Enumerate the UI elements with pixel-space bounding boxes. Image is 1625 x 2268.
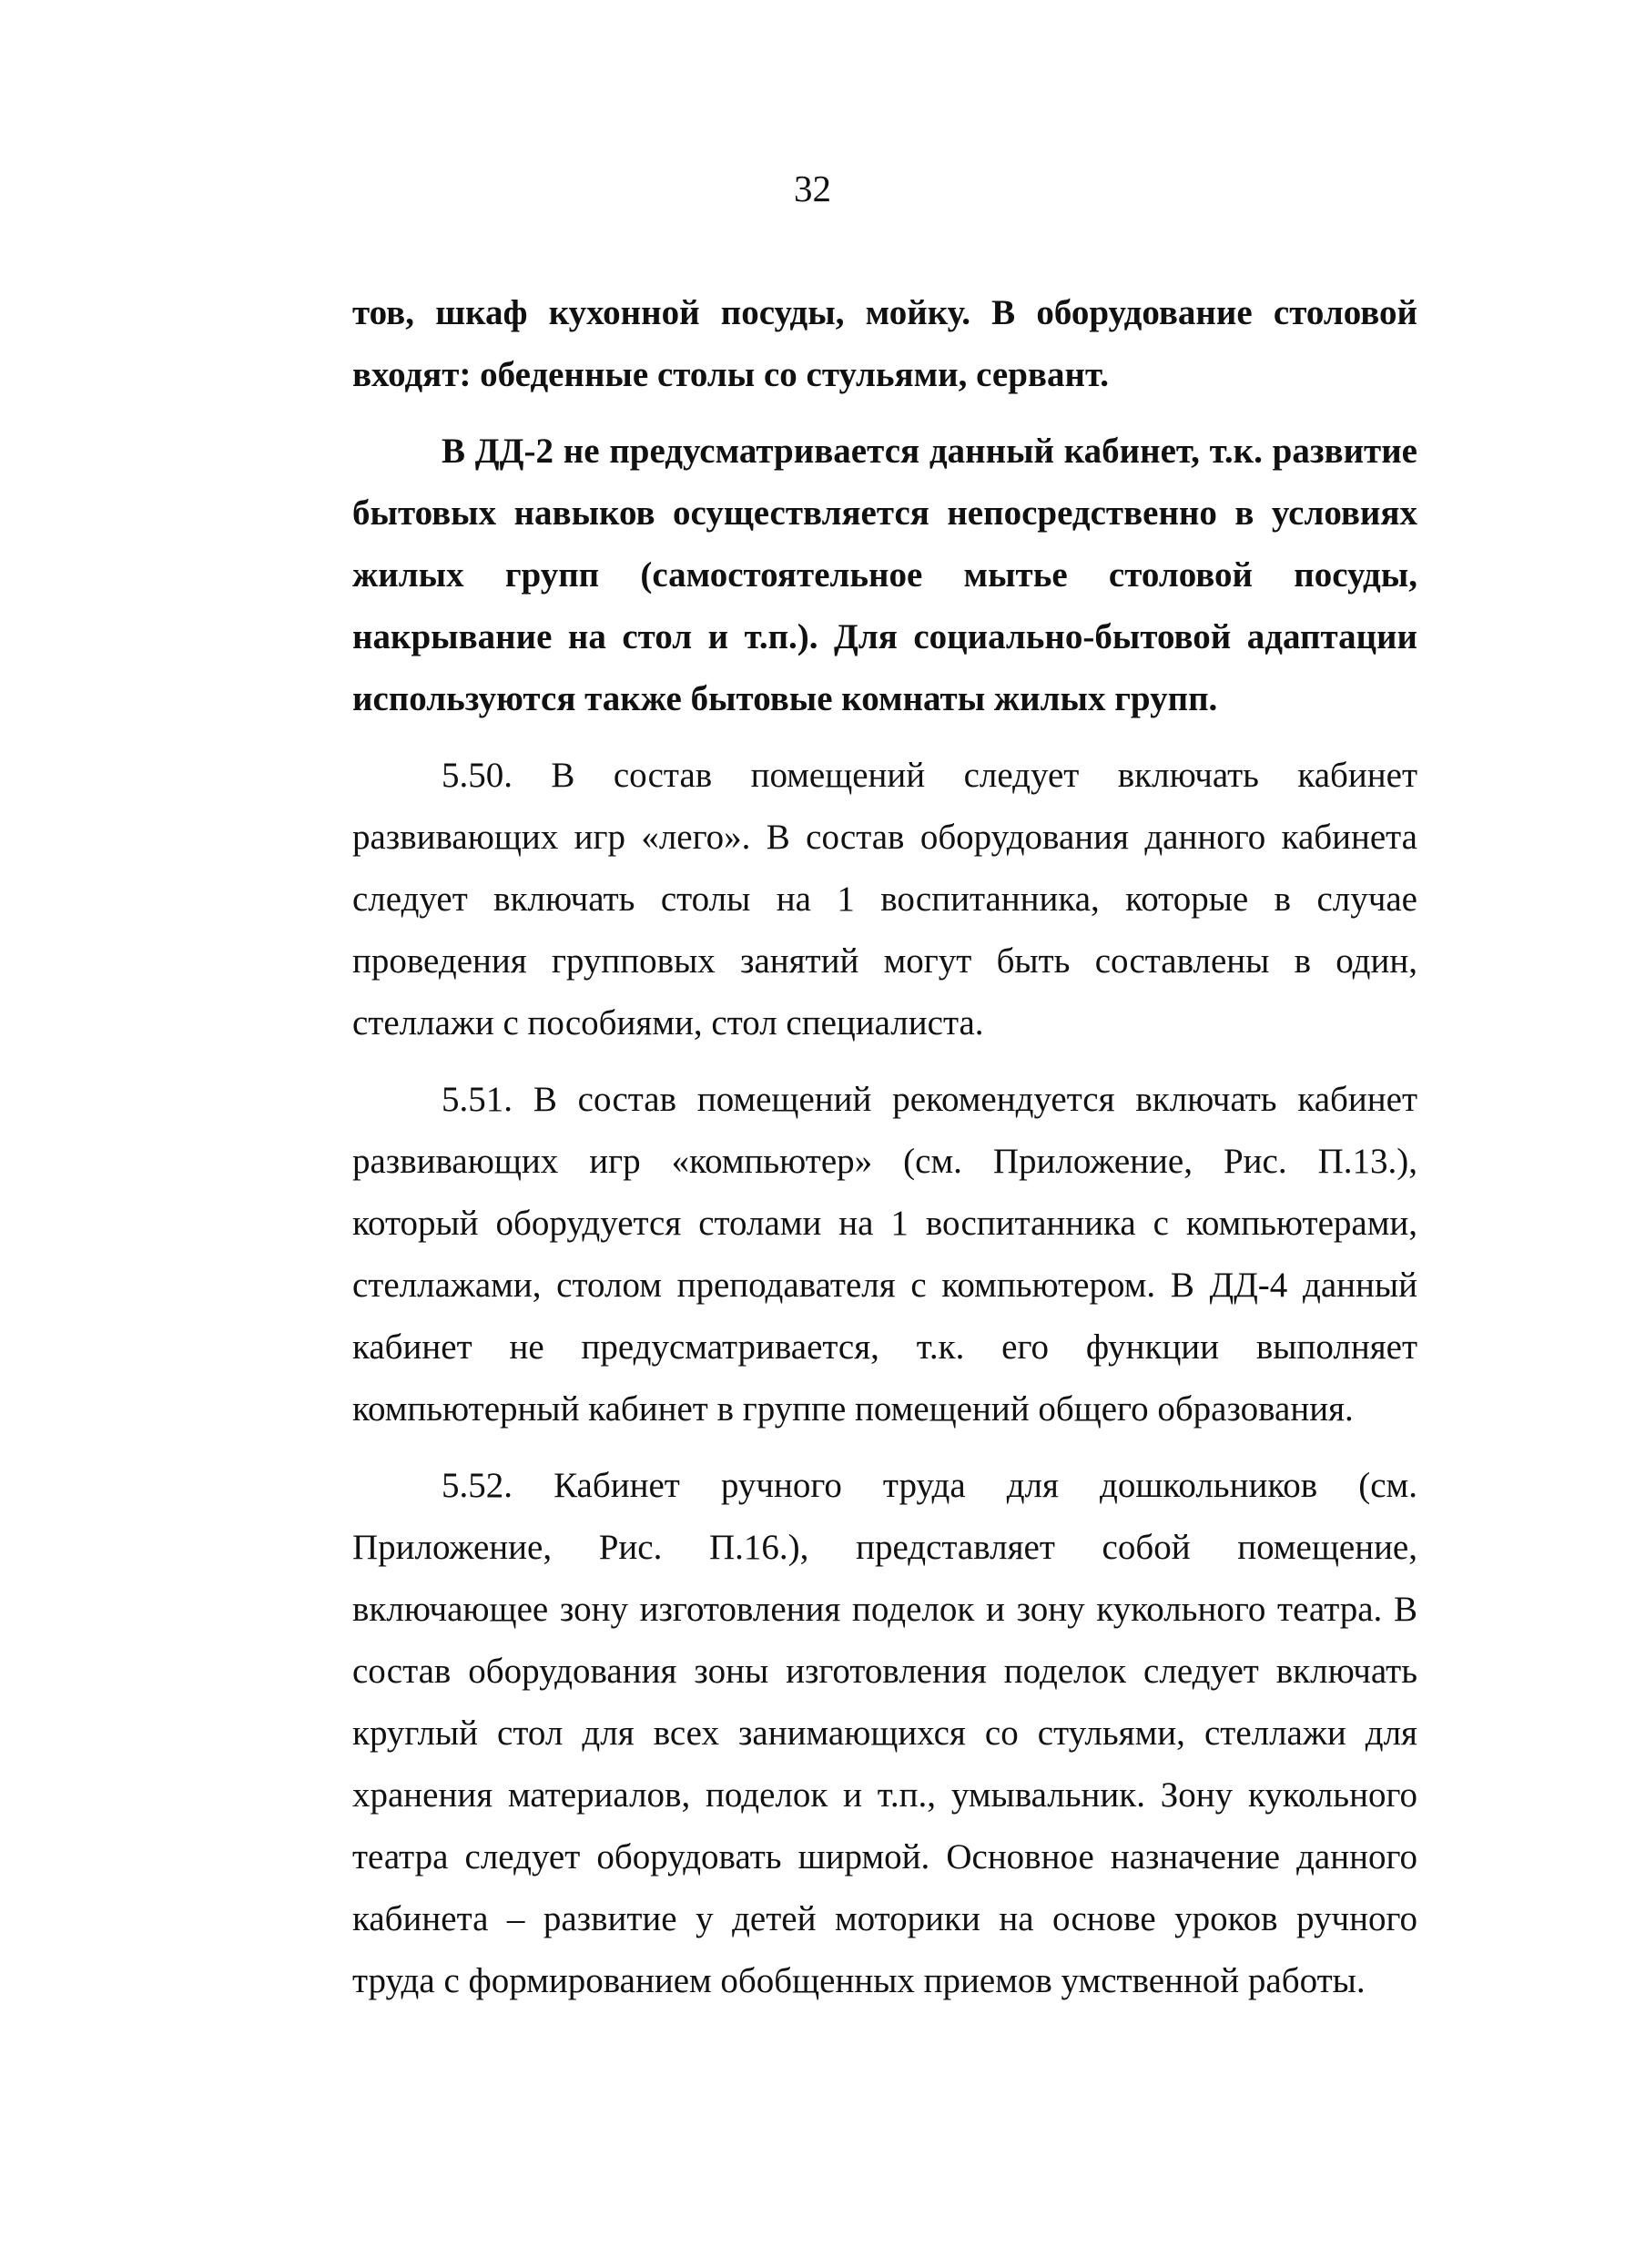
paragraph-continuation: тов, шкаф кухонной посуды, мойку. В оборудование столовой входят: обеденные столы со стульями, сервант.: [352, 293, 1417, 394]
page-number: 32: [794, 168, 831, 209]
paragraph-5-50: 5.50. В состав помещений следует включать кабинет развивающих игр «лего». В состав оборудования данного кабинета следует включать столы на 1 воспитанника, которые в случае проведения групповых занятий могут быть составлены в один, стеллажи с пособиями, стол специалиста.: [352, 756, 1417, 1042]
body-text: [352, 282, 1417, 2012]
paragraph-5-52: 5.52. Кабинет ручного труда для дошкольников (см. Приложение, Рис. П.16.), представляет собой помещение, включающее зону изготовления поделок и зону кукольного театра. В состав оборудования зоны изготовления поделок следует включать круглый стол для всех занимающихся со стульями, стеллажи для хранения материалов, поделок и т.п., умывальник. Зону кукольного театра следует оборудовать ширмой. Основное назначение данного кабинета – развитие у детей моторики на основе уроков ручного труда с формированием обобщенных приемов умственной работы.: [352, 1466, 1417, 2000]
paragraph-dd2: В ДД-2 не предусматривается данный кабинет, т.к. развитие бытовых навыков осуществляется непосредственно в условиях жилых групп (самостоятельное мытье столовой посуды, накрывание на стол и т.п.). Для социально-бытовой адаптации используются также бытовые комнаты жилых групп.: [352, 432, 1417, 718]
paragraph-5-51: 5.51. В состав помещений рекомендуется включать кабинет развивающих игр «компьютер» (см. Приложение, Рис. П.13.), который оборудуется столами на 1 воспитанника с компьютерами, стеллажами, столом преподавателя с компьютером. В ДД-4 данный кабинет не предусматривается, т.к. его функции выполняет компьютерный кабинет в группе помещений общего образования.: [352, 1080, 1417, 1429]
